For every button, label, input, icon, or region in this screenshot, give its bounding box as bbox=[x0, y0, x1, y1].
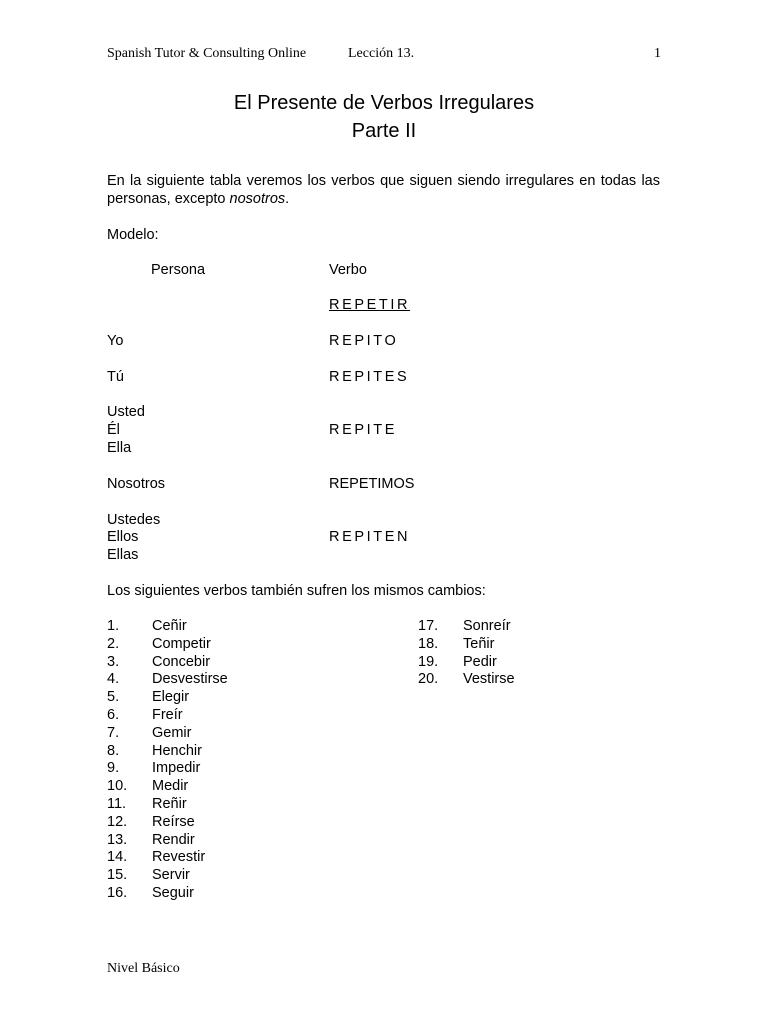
list-number: 1. bbox=[107, 618, 120, 634]
list-item bbox=[107, 654, 357, 672]
list-number: 20. bbox=[418, 671, 439, 688]
list-item bbox=[418, 671, 668, 689]
list-item bbox=[107, 867, 357, 885]
verb-name: Gemir bbox=[152, 724, 192, 741]
person-ellas: Ellas bbox=[107, 547, 139, 563]
verb-form-yo: REPITO bbox=[329, 333, 399, 349]
list-item bbox=[107, 618, 357, 636]
list-number: 3. bbox=[107, 653, 120, 670]
verb-list-column-1 bbox=[107, 618, 357, 903]
page-number: 1 bbox=[654, 46, 661, 61]
list-item bbox=[107, 725, 357, 743]
person-ustedes: Ustedes bbox=[107, 512, 161, 528]
list-number: 13. bbox=[107, 831, 128, 848]
list-item bbox=[418, 618, 668, 636]
verb-name: Rendir bbox=[152, 831, 195, 848]
list-item bbox=[107, 832, 357, 850]
list-item bbox=[107, 814, 357, 832]
list-item bbox=[107, 796, 357, 814]
list-item bbox=[107, 707, 357, 725]
list-number: 5. bbox=[107, 689, 120, 706]
verb-form-usted: REPITE bbox=[329, 422, 397, 438]
list-number: 19. bbox=[418, 653, 439, 670]
verb-name: Teñir bbox=[463, 635, 495, 652]
verb-name: Pedir bbox=[463, 653, 497, 670]
list-number: 18. bbox=[418, 635, 439, 652]
person-nosotros: Nosotros bbox=[107, 476, 166, 492]
verb-name: Elegir bbox=[152, 689, 190, 706]
list-number: 8. bbox=[107, 742, 120, 759]
list-number: 14. bbox=[107, 849, 128, 866]
header-lesson: Lección 13. bbox=[348, 46, 415, 61]
list-item bbox=[418, 636, 668, 654]
person-yo: Yo bbox=[107, 333, 124, 349]
list-item bbox=[107, 885, 357, 903]
list-number: 10. bbox=[107, 778, 128, 795]
verb-name: Impedir bbox=[152, 760, 201, 777]
verb-name: Concebir bbox=[152, 653, 211, 670]
person-ellos: Ellos bbox=[107, 529, 139, 545]
verb-form-nosotros: REPETIMOS bbox=[329, 476, 415, 492]
verb-name: Medir bbox=[152, 778, 189, 795]
list-item bbox=[107, 689, 357, 707]
list-number: 16. bbox=[107, 884, 128, 901]
verb-name: Vestirse bbox=[463, 671, 515, 688]
verb-name: Sonreír bbox=[463, 618, 511, 634]
verb-name: Reñir bbox=[152, 795, 187, 812]
list-number: 15. bbox=[107, 867, 128, 884]
also-text: Los siguientes verbos también sufren los mismos cambios: bbox=[107, 583, 486, 599]
verb-name: Ceñir bbox=[152, 618, 187, 634]
list-item bbox=[107, 760, 357, 778]
list-item bbox=[107, 778, 357, 796]
list-number: 12. bbox=[107, 813, 128, 830]
verb-name: Henchir bbox=[152, 742, 202, 759]
verb-form-ustedes: REPITEN bbox=[329, 529, 411, 545]
verb-name: Competir bbox=[152, 635, 211, 652]
intro-emphasis: nosotros bbox=[229, 191, 286, 207]
verb-name: Desvestirse bbox=[152, 671, 228, 688]
verb-name: Servir bbox=[152, 867, 190, 884]
list-number: 9. bbox=[107, 760, 120, 777]
list-item bbox=[107, 671, 357, 689]
verb-name: Freír bbox=[152, 706, 183, 723]
list-item bbox=[107, 849, 357, 867]
list-number: 2. bbox=[107, 635, 120, 652]
person-ella: Ella bbox=[107, 440, 132, 456]
intro-text-end: . bbox=[285, 191, 290, 207]
verb-name: Revestir bbox=[152, 849, 206, 866]
footer-level: Nivel Básico bbox=[107, 961, 180, 976]
list-item bbox=[107, 636, 357, 654]
intro-paragraph bbox=[107, 172, 660, 208]
verb-name: Seguir bbox=[152, 884, 194, 901]
header-site-name: Spanish Tutor & Consulting Online bbox=[107, 46, 307, 61]
list-number: 17. bbox=[418, 618, 439, 634]
person-tu: Tú bbox=[107, 369, 124, 385]
list-item bbox=[418, 654, 668, 672]
person-el: Él bbox=[107, 422, 120, 438]
list-number: 4. bbox=[107, 671, 120, 688]
person-usted: Usted bbox=[107, 404, 145, 420]
list-number: 11. bbox=[107, 795, 127, 812]
page-subtitle: Parte II bbox=[351, 120, 417, 142]
list-number: 6. bbox=[107, 706, 120, 723]
column-header-verbo: Verbo bbox=[329, 262, 367, 278]
verb-list-column-2 bbox=[418, 618, 668, 689]
page-title: El Presente de Verbos Irregulares bbox=[233, 92, 535, 114]
verb-name: Reírse bbox=[152, 813, 195, 830]
list-item bbox=[107, 743, 357, 761]
intro-text: En la siguiente tabla veremos los verbos que siguen siendo irregulares en todas las personas, excepto bbox=[107, 173, 660, 207]
column-header-persona: Persona bbox=[151, 262, 206, 278]
list-number: 7. bbox=[107, 724, 120, 741]
verb-form-tu: REPITES bbox=[329, 369, 410, 385]
model-infinitive: REPETIR bbox=[329, 297, 411, 313]
model-label: Modelo: bbox=[107, 227, 159, 243]
